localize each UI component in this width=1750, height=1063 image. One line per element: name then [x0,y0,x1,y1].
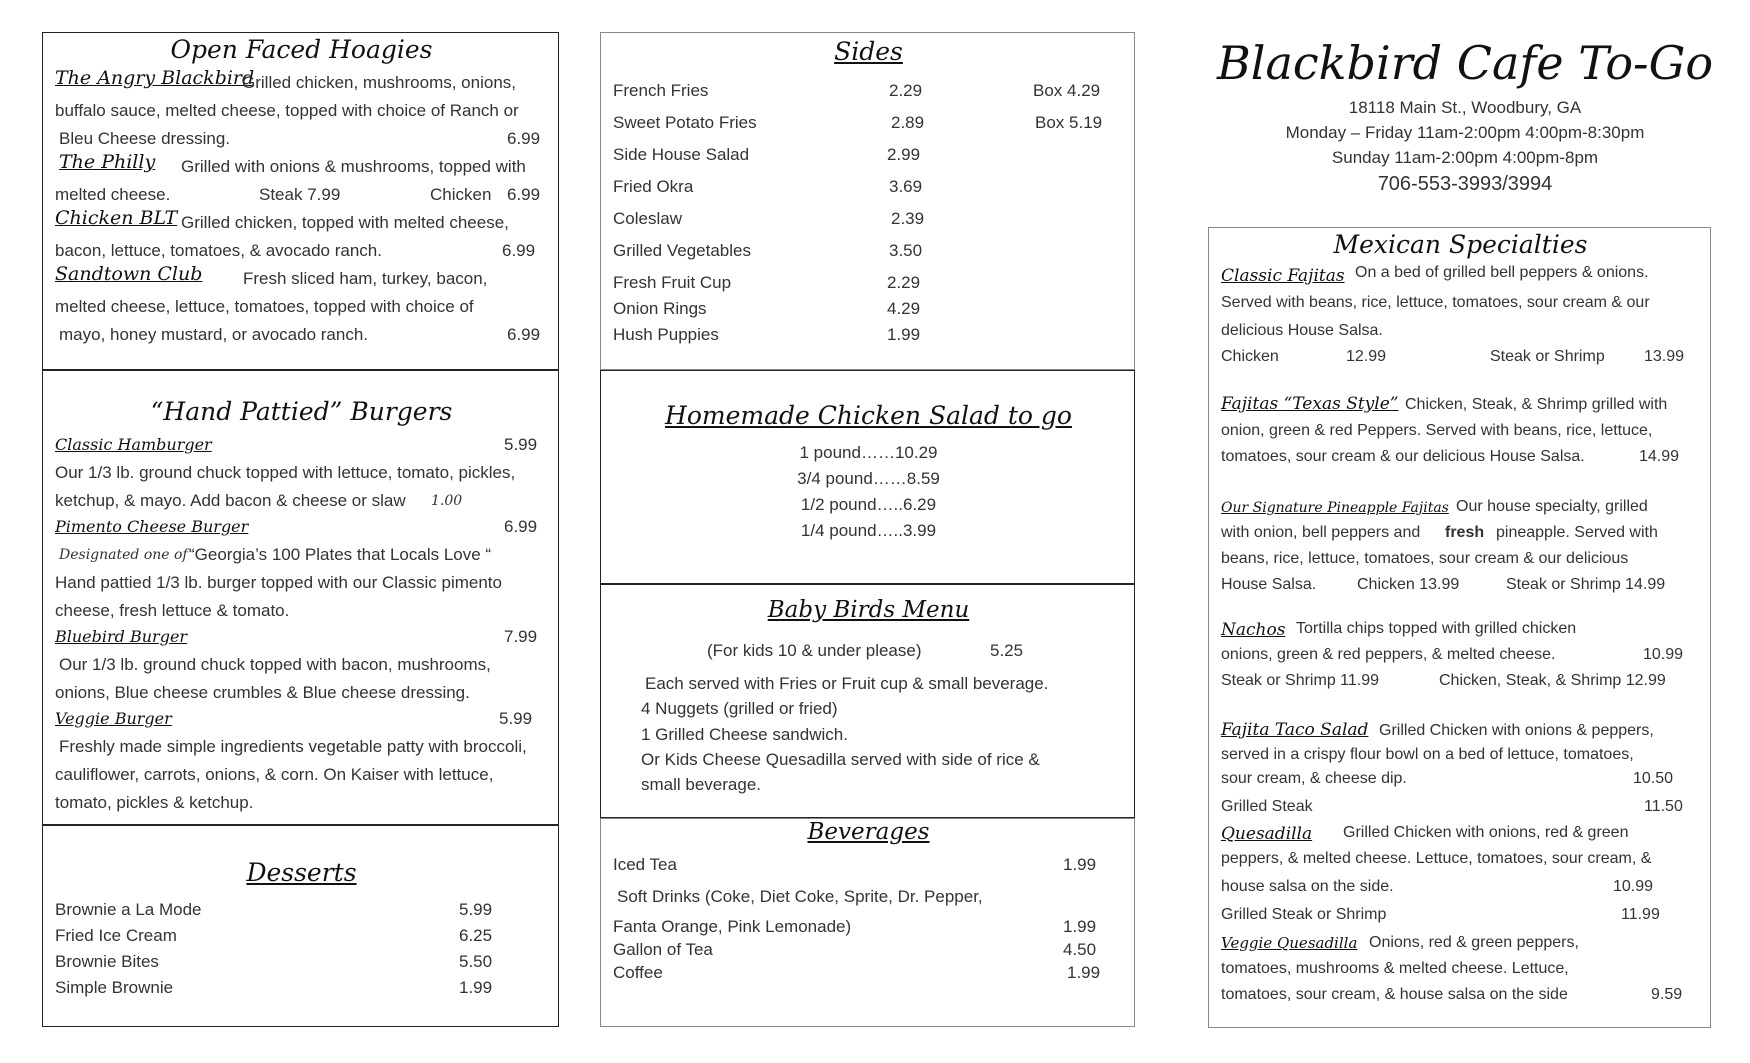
mexican-title: Mexican Specialties [1333,230,1588,259]
dessert-item: Fried Ice Cream [55,926,177,945]
philly-name: The Philly [59,151,156,173]
beverage-price: 1.99 [1067,963,1101,982]
side-price: 3.50 [889,241,923,260]
pimento-burger-desc: cheese, fresh lettuce & tomato. [55,601,290,620]
baby-birds-subtitle: (For kids 10 & under please) [707,641,922,660]
philly-desc: Grilled with onions & mushrooms, topped with [181,157,526,176]
pineapple-fajitas-name: Our Signature Pineapple Fajitas [1221,500,1449,516]
angry-blackbird-price: 6.99 [507,129,541,148]
chicken-salad-price-line: 1/4 pound…..3.99 [800,521,937,540]
baby-birds-price: 5.25 [990,641,1024,660]
chicken-salad-price-line: 3/4 pound……8.59 [797,469,940,488]
quesadilla-desc: house salsa on the side. [1221,878,1394,895]
sides-title: Sides [834,37,903,66]
chicken-salad-title: Homemade Chicken Salad to go [665,401,1072,430]
taco-salad-desc: Grilled Chicken with onions & peppers, [1379,722,1654,739]
taco-salad-name: Fajita Taco Salad [1221,720,1369,740]
pimento-burger-desc: Hand pattied 1/3 lb. burger topped with our Classic pimento [55,573,502,592]
nachos-price: 10.99 [1643,646,1684,663]
baby-birds-section [600,584,1135,818]
veggie-quesadilla-name: Veggie Quesadilla [1221,934,1358,952]
phone: 706-553-3993/3994 [1377,173,1553,195]
quesadilla-steak: Grilled Steak or Shrimp [1221,906,1387,923]
veggie-burger-desc: Freshly made simple ingredients vegetable patty with broccoli, [59,737,527,756]
texas-fajitas-desc: Chicken, Steak, & Shrimp grilled with [1405,396,1668,413]
brand-title: Blackbird Cafe To-Go [1216,36,1714,90]
chicken-salad-price-line: 1/2 pound…..6.29 [800,495,937,514]
pimento-designated: Designated one of [59,547,188,563]
taco-salad-steak: Grilled Steak [1221,798,1313,815]
hours-weekday: Monday – Friday 11am-2:00pm 4:00pm-8:30pm [1285,123,1645,142]
classic-fajitas-name: Classic Fajitas [1221,266,1345,286]
burgers-title: “Hand Pattied” Burgers [150,397,453,426]
side-box-price: Box 4.29 [1033,81,1101,100]
bluebird-burger-name: Bluebird Burger [55,627,188,646]
desserts-section [42,825,559,1027]
taco-salad-desc: sour cream, & cheese dip. [1221,770,1407,787]
texas-fajitas-price: 14.99 [1639,448,1680,465]
veggie-burger-price: 5.99 [499,709,533,728]
baby-birds-option: 4 Nuggets (grilled or fried) [641,699,838,718]
quesadilla-desc: Grilled Chicken with onions, red & green [1343,824,1629,841]
angry-blackbird-desc: Bleu Cheese dressing. [59,129,231,148]
beverage-price: 4.50 [1063,940,1097,959]
sandtown-club-desc: mayo, honey mustard, or avocado ranch. [59,325,368,344]
angry-blackbird-desc: buffalo sauce, melted cheese, topped with choice of Ranch or [55,101,519,120]
classic-hamburger-desc: Our 1/3 lb. ground chuck topped with lettuce, tomato, pickles, [55,463,516,482]
texas-fajitas-name: Fajitas “Texas Style” [1221,394,1399,414]
beverage-price: 1.99 [1063,855,1097,874]
bluebird-burger-price: 7.99 [504,627,538,646]
baby-birds-title: Baby Birds Menu [767,597,970,623]
side-price: 2.29 [889,81,923,100]
chicken-blt-name: Chicken BLT [55,207,178,229]
classic-fajitas-desc: delicious House Salsa. [1221,322,1383,339]
side-price: 2.39 [891,209,925,228]
texas-fajitas-desc: tomatoes, sour cream & our delicious House Salsa. [1221,448,1585,465]
side-item: Sweet Potato Fries [613,113,757,132]
pimento-burger-name: Pimento Cheese Burger [55,517,249,536]
classic-fajitas-desc: On a bed of grilled bell peppers & onions. [1355,264,1649,281]
taco-salad-steak-price: 11.50 [1644,798,1683,815]
veggie-burger-desc: tomato, pickles & ketchup. [55,793,254,812]
side-item: Hush Puppies [613,325,719,344]
pineapple-fajitas-steak-price: Steak or Shrimp 14.99 [1506,576,1666,593]
philly-desc: melted cheese. [55,185,171,204]
side-price: 2.89 [891,113,925,132]
beverage-item: Coffee [613,963,663,982]
veggie-burger-name: Veggie Burger [55,709,172,728]
beverages-section [600,818,1135,1027]
dessert-price: 5.50 [459,952,493,971]
philly-chicken-price: 6.99 [507,185,541,204]
chicken-salad-price-line: 1 pound……10.29 [799,443,938,462]
address: 18118 Main St., Woodbury, GA [1348,98,1582,117]
side-item: Coleslaw [613,209,682,228]
angry-blackbird-name: The Angry Blackbird [55,67,255,89]
hoagies-section [42,32,559,370]
pineapple-fajitas-desc: with onion, bell peppers and [1221,524,1421,541]
hours-sunday: Sunday 11am-2:00pm 4:00pm-8pm [1331,148,1599,167]
dessert-price: 5.99 [459,900,493,919]
nachos-combo-price: Chicken, Steak, & Shrimp 12.99 [1439,672,1666,689]
baby-birds-option: small beverage. [641,775,762,794]
mexican-section [1208,227,1711,1028]
chicken-blt-desc: Grilled chicken, topped with melted cheese, [181,213,509,232]
nachos-steak-price: Steak or Shrimp 11.99 [1221,672,1380,689]
pineapple-fajitas-chicken-price: Chicken 13.99 [1357,576,1460,593]
side-price: 3.69 [889,177,923,196]
quesadilla-price: 10.99 [1613,878,1654,895]
classic-hamburger-price: 5.99 [504,435,538,454]
bluebird-burger-desc: onions, Blue cheese crumbles & Blue cheese dressing. [55,683,470,702]
baby-birds-option: Or Kids Cheese Quesadilla served with side of rice & [641,750,1040,769]
philly-chicken-label: Chicken [430,185,492,204]
pineapple-fajitas-desc: pineapple. Served with [1496,524,1658,541]
beverage-item: Gallon of Tea [613,940,713,959]
burgers-section [42,370,559,825]
sandtown-club-desc: Fresh sliced ham, turkey, bacon, [243,269,488,288]
bluebird-burger-desc: Our 1/3 lb. ground chuck topped with bacon, mushrooms, [59,655,491,674]
dessert-item: Simple Brownie [55,978,174,997]
side-item: Fresh Fruit Cup [613,273,732,292]
pineapple-fajitas-fresh: fresh [1445,524,1485,541]
side-item: Side House Salad [613,145,750,164]
veggie-quesadilla-desc: Onions, red & green peppers, [1369,934,1579,951]
texas-fajitas-desc: onion, green & red Peppers. Served with beans, rice, lettuce, [1221,422,1653,439]
veggie-quesadilla-price: 9.59 [1651,986,1683,1003]
nachos-name: Nachos [1221,620,1286,640]
sides-section [600,32,1135,370]
quesadilla-desc: peppers, & melted cheese. Lettuce, tomatoes, sour cream, & [1221,850,1652,867]
veggie-quesadilla-desc: tomatoes, mushrooms & melted cheese. Lettuce, [1221,960,1569,977]
veggie-burger-desc: cauliflower, carrots, onions, & corn. On Kaiser with lettuce, [55,765,494,784]
classic-hamburger-name: Classic Hamburger [55,435,212,454]
side-item: Fried Okra [613,177,694,196]
pimento-burger-price: 6.99 [504,517,538,536]
pimento-award-quote: “Georgia’s 100 Plates that Locals Love “ [189,545,492,564]
chicken-blt-desc: bacon, lettuce, tomatoes, & avocado ranch. [55,241,382,260]
quesadilla-name: Quesadilla [1221,824,1313,844]
desserts-title: Desserts [246,858,357,887]
chicken-salad-section [600,370,1135,584]
nachos-desc: Tortilla chips topped with grilled chicken [1296,620,1577,637]
dessert-price: 1.99 [459,978,493,997]
dessert-price: 6.25 [459,926,493,945]
classic-fajitas-steak: Steak or Shrimp [1490,348,1605,365]
sandtown-club-name: Sandtown Club [55,263,203,285]
chicken-blt-price: 6.99 [502,241,536,260]
side-box-price: Box 5.19 [1035,113,1103,132]
quesadilla-steak-price: 11.99 [1621,906,1660,923]
side-item: French Fries [613,81,709,100]
pineapple-fajitas-desc: beans, rice, lettuce, tomatoes, sour cream & our delicious [1221,550,1629,567]
side-price: 4.29 [887,299,921,318]
baby-birds-option: 1 Grilled Cheese sandwich. [641,725,848,744]
angry-blackbird-desc: Grilled chicken, mushrooms, onions, [242,73,517,92]
beverage-price: 1.99 [1063,917,1097,936]
veggie-quesadilla-desc: tomatoes, sour cream, & house salsa on the side [1221,986,1568,1003]
beverages-title: Beverages [807,819,930,845]
side-item: Grilled Vegetables [613,241,751,260]
dessert-item: Brownie Bites [55,952,159,971]
classic-fajitas-chicken-price: 12.99 [1346,348,1387,365]
baby-birds-desc: Each served with Fries or Fruit cup & small beverage. [645,674,1049,693]
taco-salad-desc: served in a crispy flour bowl on a bed of lettuce, tomatoes, [1221,746,1634,763]
beverage-item-detail: Fanta Orange, Pink Lemonade) [613,917,852,936]
beverage-item: Soft Drinks (Coke, Diet Coke, Sprite, Dr. Pepper, [617,887,983,906]
side-item: Onion Rings [613,299,707,318]
classic-fajitas-steak-price: 13.99 [1644,348,1685,365]
sandtown-club-price: 6.99 [507,325,541,344]
beverage-item: Iced Tea [613,855,677,874]
classic-hamburger-desc: ketchup, & mayo. Add bacon & cheese or slaw [55,491,406,510]
dessert-item: Brownie a La Mode [55,900,202,919]
side-price: 1.99 [887,325,921,344]
pineapple-fajitas-desc: Our house specialty, grilled [1456,498,1648,515]
side-price: 2.29 [887,273,921,292]
classic-hamburger-addon-price: 1.00 [431,493,463,509]
classic-fajitas-desc: Served with beans, rice, lettuce, tomatoes, sour cream & our [1221,294,1650,311]
sandtown-club-desc: melted cheese, lettuce, tomatoes, topped with choice of [55,297,474,316]
nachos-desc: onions, green & red peppers, & melted cheese. [1221,646,1556,663]
classic-fajitas-chicken: Chicken [1221,348,1279,365]
philly-steak-price: Steak 7.99 [259,185,341,204]
hoagies-title: Open Faced Hoagies [170,35,433,64]
side-price: 2.99 [887,145,921,164]
taco-salad-price: 10.50 [1633,770,1674,787]
pineapple-fajitas-desc: House Salsa. [1221,576,1317,593]
